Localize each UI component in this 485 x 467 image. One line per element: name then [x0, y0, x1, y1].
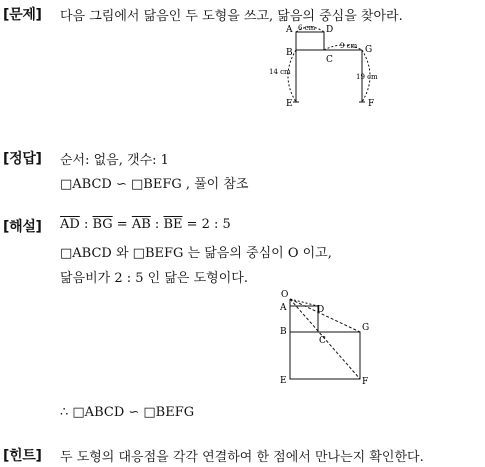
- fig1-length-gf: 19 cm: [356, 73, 378, 81]
- hint-text: 두 도형의 대응점을 각각 연결하여 한 점에서 만나는지 확인한다.: [60, 450, 424, 465]
- solution-figure: [275, 287, 380, 389]
- segment-bg: $\overline{BG}$: [92, 217, 113, 232]
- ratio-result: = 2 : 5: [182, 217, 231, 232]
- answer-tag: [정답]: [3, 151, 42, 167]
- fig2-label-c: C: [319, 336, 326, 346]
- fig2-label-b: B: [280, 327, 287, 337]
- fig1-label-e: E: [286, 99, 293, 109]
- ratio-separator-2: :: [150, 217, 164, 232]
- segment-be: $\overline{BE}$: [163, 217, 183, 232]
- problem-text: 다음 그림에서 닮음인 두 도형을 쓰고, 닮음의 중심을 찾아라.: [60, 9, 403, 24]
- fig2-label-o: O: [281, 290, 289, 300]
- fig1-label-c: C: [326, 55, 333, 65]
- segment-ab: $\overline{AB}$: [131, 217, 151, 232]
- fig1-label-a: A: [286, 25, 293, 35]
- fig2-label-d: D: [317, 305, 325, 315]
- solution-tag: [해설]: [3, 219, 42, 235]
- solution-line-3: 닮음비가 2 : 5 인 닮은 도형이다.: [60, 271, 248, 286]
- fig1-label-d: D: [326, 25, 334, 35]
- fig1-label-f: F: [368, 99, 375, 109]
- ratio-separator-1: :: [79, 217, 93, 232]
- fig1-length-ad: 6 cm: [298, 24, 316, 32]
- solution-line-2: □ABCD 와 □BEFG 는 닮음의 중심이 O 이고,: [60, 246, 332, 261]
- solution-ratio-line: [60, 217, 231, 232]
- hint-tag: [힌트]: [3, 448, 42, 464]
- segment-ad: $\overline{AD}$: [60, 217, 80, 232]
- problem-figure: [262, 22, 392, 112]
- fig1-length-cg: 9 cm: [340, 42, 358, 50]
- fig1-length-be: 14 cm: [269, 68, 291, 76]
- solution-conclusion: ∴ □ABCD ∽ □BEFG: [60, 405, 195, 420]
- fig2-label-e: E: [280, 376, 287, 386]
- fig1-label-b: B: [286, 48, 293, 58]
- answer-line-2: □ABCD ∽ □BEFG , 풀이 참조: [60, 177, 249, 192]
- ratio-equals: =: [112, 217, 132, 232]
- problem-tag: [문제]: [3, 7, 42, 23]
- fig2-label-g: G: [362, 323, 370, 333]
- fig1-label-g: G: [365, 45, 373, 55]
- fig2-label-a: A: [280, 303, 287, 313]
- fig2-label-f: F: [362, 377, 369, 387]
- answer-line-1: 순서: 없음, 갯수: 1: [60, 153, 169, 168]
